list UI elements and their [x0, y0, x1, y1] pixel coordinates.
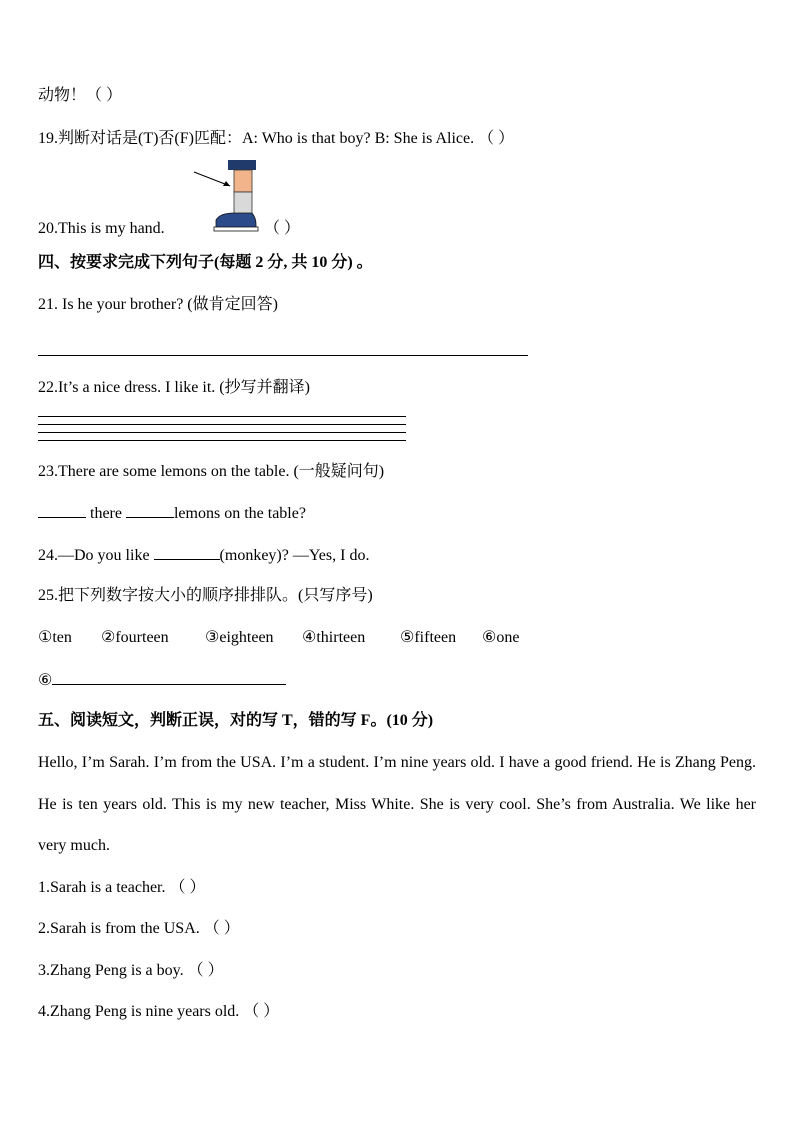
statement-1-text: 1.Sarah is a teacher.: [38, 879, 166, 896]
jeans-cuff: [228, 160, 256, 170]
question-25-answer: [38, 670, 286, 691]
section-4-heading: 四、按要求完成下列句子(每题 2 分, 共 10 分) 。: [38, 254, 373, 271]
writing-line-3: [38, 432, 406, 433]
number-options: [38, 628, 519, 648]
fill-blank-23a[interactable]: [38, 503, 86, 518]
question-19: 19.判断对话是(T)否(F)匹配：A: Who is that boy? B: She is Alice. （ ）: [38, 130, 515, 147]
statement-1-paren: （ ）: [169, 879, 206, 896]
option-2: ②fourteen: [101, 629, 169, 646]
statement-2-text: 2.Sarah is from the USA.: [38, 920, 200, 937]
question-20: 20.This is my hand.: [38, 220, 165, 237]
statement-3-paren: （ ）: [187, 962, 224, 979]
statement-1: [38, 878, 206, 898]
q24-part-b: (monkey)? —Yes, I do.: [219, 547, 370, 564]
writing-line-4: [38, 440, 406, 441]
question-20-paren: （ ）: [264, 220, 301, 237]
statement-3: [38, 961, 224, 981]
q23-there: there: [90, 505, 122, 522]
question-23-answer: [38, 503, 306, 524]
option-4: ④thirteen: [302, 629, 366, 646]
sock: [234, 192, 252, 214]
answer-prefix: ⑥: [38, 672, 53, 689]
question-23: 23.There are some lemons on the table. (一般疑问句): [38, 463, 385, 480]
q18-continuation: 动物！（ ）: [38, 87, 123, 104]
option-3: ③eighteen: [205, 629, 274, 646]
q23-rest: lemons on the table?: [173, 505, 306, 522]
statement-4-paren: （ ）: [243, 1003, 280, 1020]
statement-3-text: 3.Zhang Peng is a boy.: [38, 962, 184, 979]
reading-passage: Hello, I’m Sarah. I’m from the USA. I’m a student. I’m nine years old. I have a good friend. He is Zhang Peng. He is ten years old. This is my new teacher, Miss White. She is very cool. She’s from Australia. We like her very much.: [38, 754, 756, 854]
question-22: 22.It’s a nice dress. I like it. (抄写并翻译): [38, 379, 310, 396]
statement-2-paren: （ ）: [203, 920, 240, 937]
section-5-heading: 五、阅读短文，判断正误，对的写 T，错的写 F。(10 分): [38, 712, 434, 729]
writing-line-2: [38, 424, 406, 425]
question-24: [38, 545, 369, 566]
q24-part-a: 24.—Do you like: [38, 547, 150, 564]
writing-line-1: [38, 416, 406, 417]
question-25: 25.把下列数字按大小的顺序排排队。(只写序号): [38, 587, 373, 604]
option-5: ⑤fifteen: [400, 629, 457, 646]
shoe: [216, 213, 256, 228]
option-1: ①ten: [38, 629, 72, 646]
statement-4: [38, 1002, 279, 1022]
statement-4-text: 4.Zhang Peng is nine years old.: [38, 1003, 240, 1020]
option-6: ⑥one: [482, 629, 520, 646]
fill-blank-24[interactable]: [154, 545, 220, 560]
answer-line-21: [38, 355, 528, 356]
fill-blank-23b[interactable]: [126, 503, 174, 518]
leg-skin: [234, 170, 252, 192]
fill-blank-25[interactable]: [52, 670, 286, 685]
question-21: 21. Is he your brother? (做肯定回答): [38, 296, 278, 313]
leg-foot-picture: [190, 158, 270, 238]
shoe-sole: [214, 227, 258, 231]
statement-2: [38, 919, 240, 939]
